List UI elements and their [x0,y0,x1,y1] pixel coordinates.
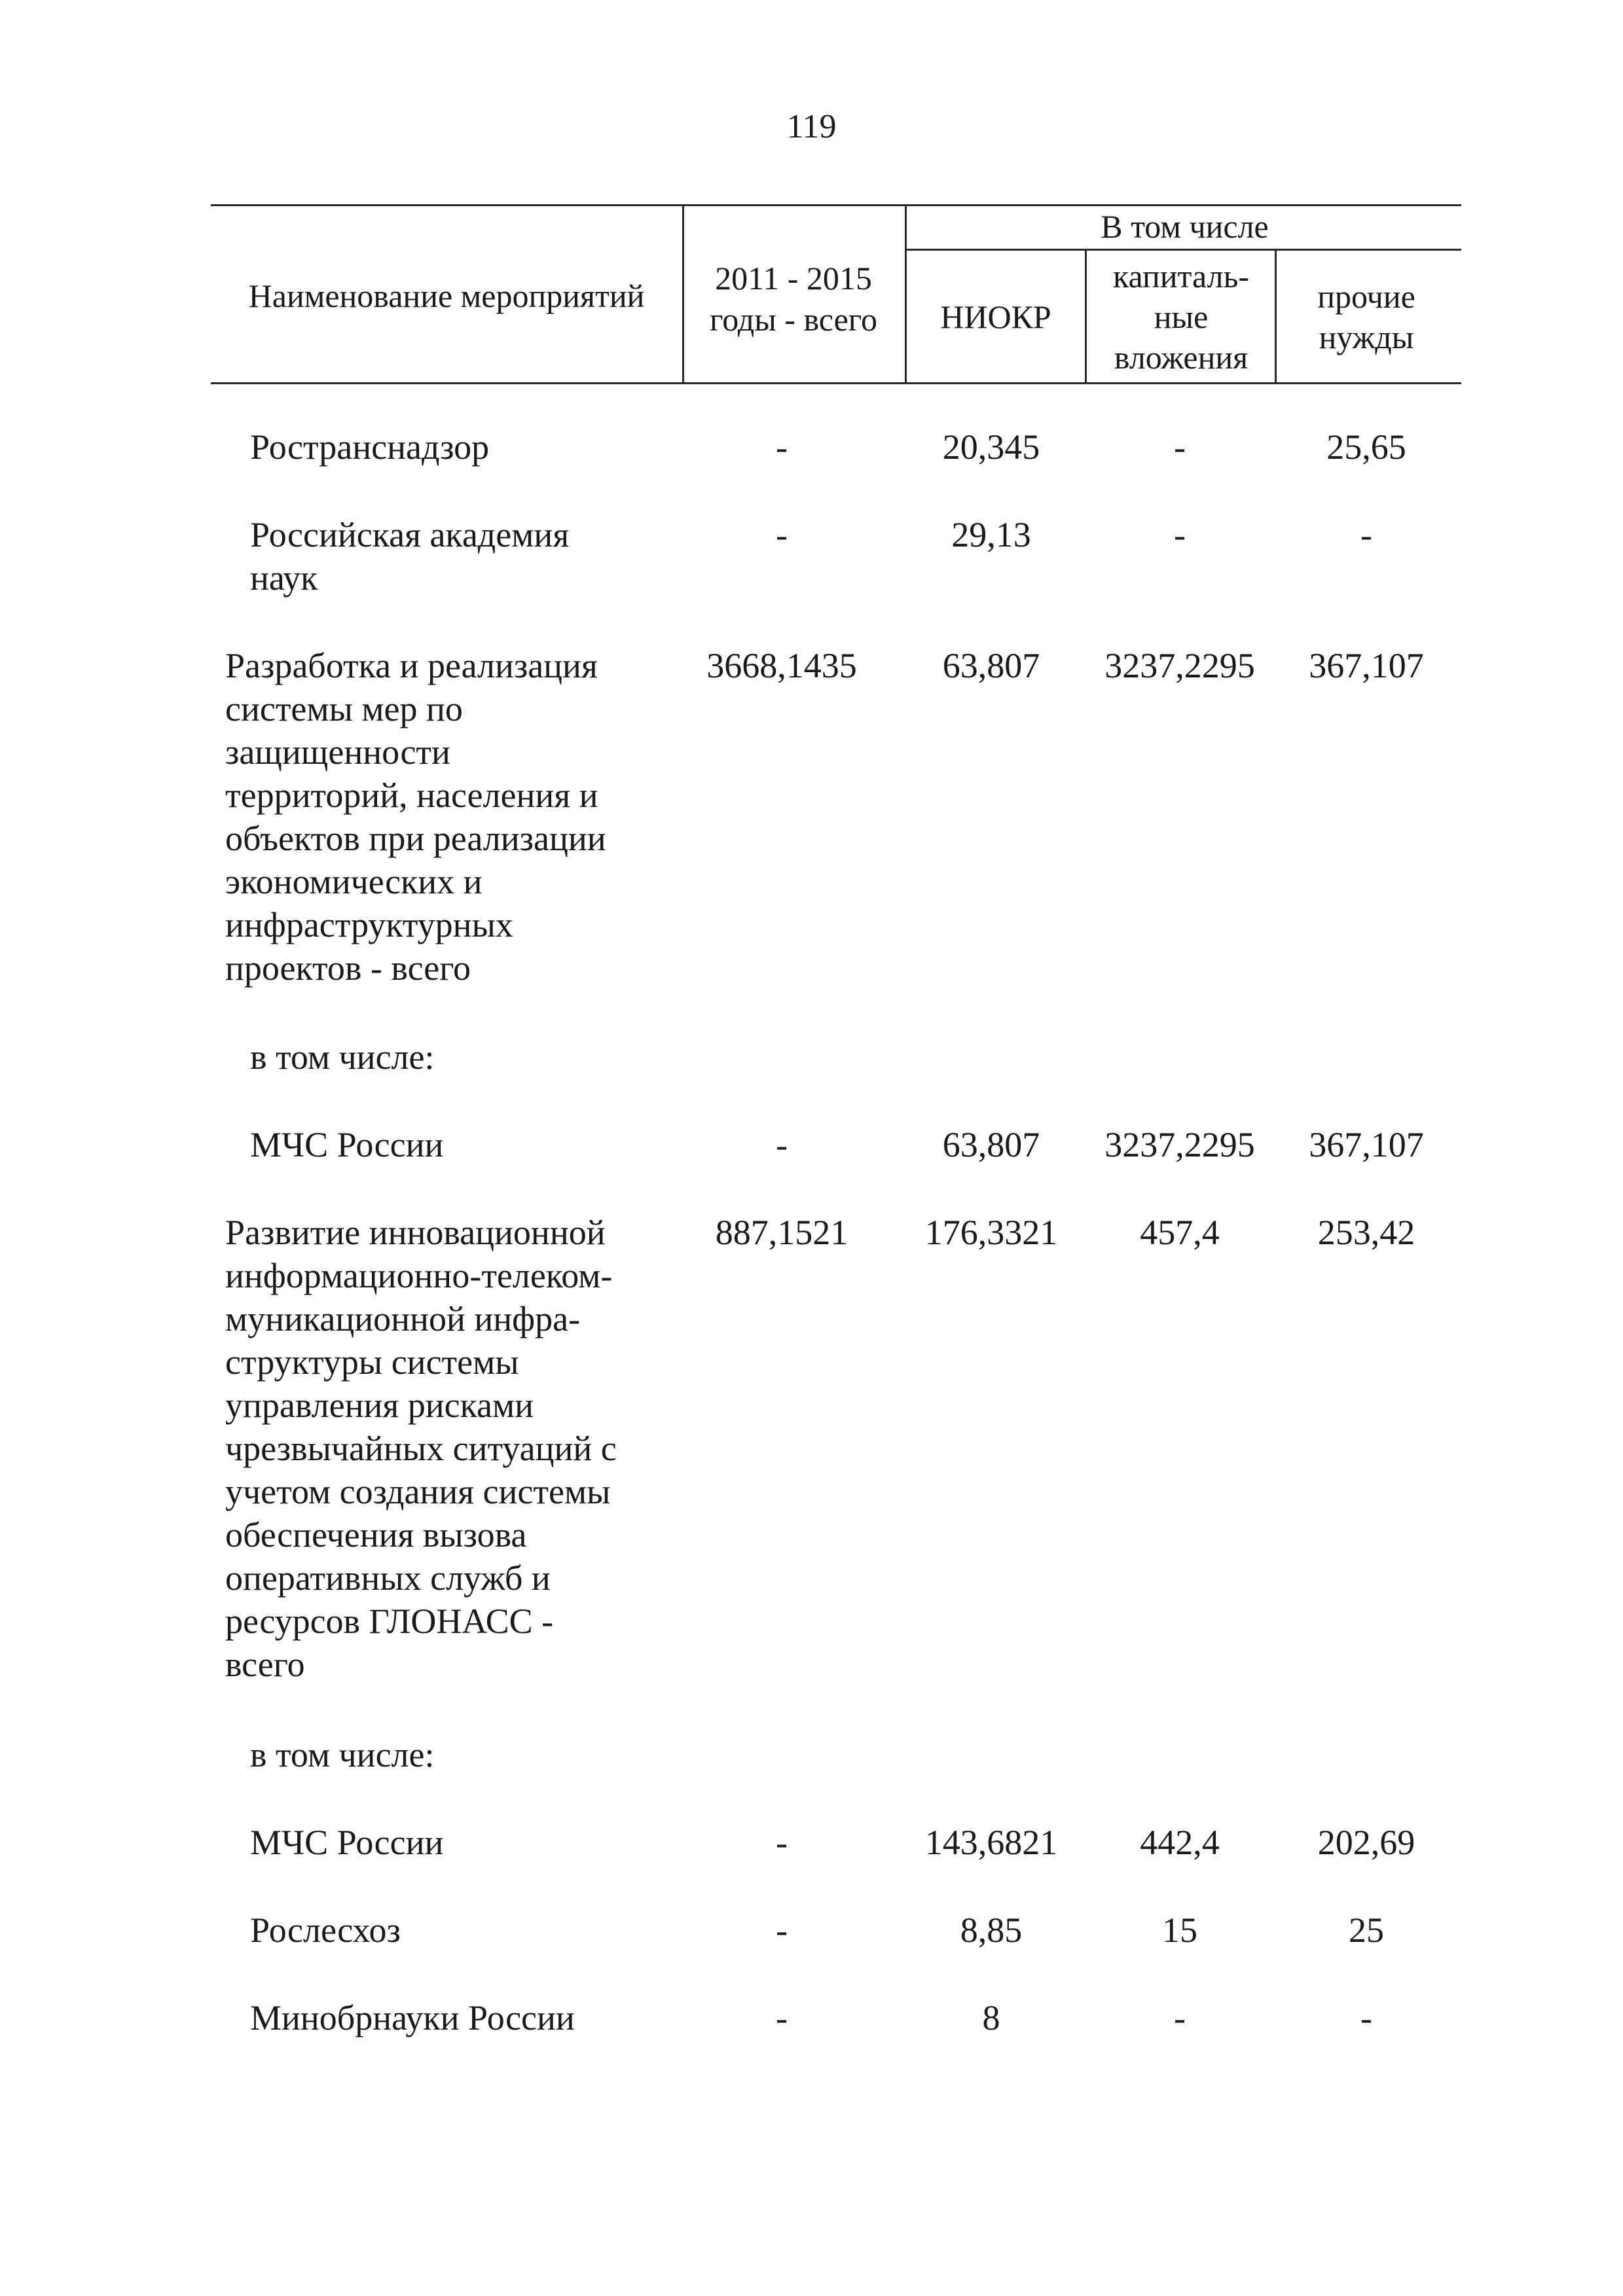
row-other: - [1360,1998,1372,2037]
row-total: - [776,1125,788,1164]
row-total: - [776,1910,788,1950]
row-capital: 3237,2295 [1104,646,1255,685]
col-divider-2 [905,204,907,384]
row-other: 25 [1349,1910,1384,1950]
row-capital: - [1174,515,1186,554]
row-niokr: 176,3321 [924,1213,1058,1252]
row-name: в том числе: [250,1735,435,1774]
row-name: Российская академия наук [250,515,570,598]
header-col-capital: капиталь- ные вложения [1112,258,1250,376]
row-other: 202,69 [1317,1823,1415,1862]
row-niokr: 8 [982,1998,1000,2037]
row-other: 367,107 [1309,646,1424,685]
row-other: 253,42 [1317,1213,1415,1252]
row-total: - [776,427,788,467]
row-total: - [776,1998,788,2037]
row-niokr: 63,807 [942,1125,1040,1164]
row-total: - [776,515,788,554]
row-other: - [1360,515,1372,554]
row-capital: 442,4 [1140,1823,1220,1862]
row-total: - [776,1823,788,1862]
header-col-total: 2011 - 2015 годы - всего [709,260,878,338]
row-name: Минобрнауки России [250,1998,575,2037]
header-col-name: Наименование мероприятий [248,277,645,314]
row-name: Разработка и реализация системы мер по защищенности территорий, населения и объектов при реализации экономических и инфраструктурных проектов - всего [225,646,606,988]
row-name: Рослесхоз [250,1910,401,1950]
row-name: МЧС России [250,1125,444,1164]
row-name: Ространснадзор [250,427,490,467]
row-total: 887,1521 [715,1213,848,1252]
row-total: 3668,1435 [706,646,857,685]
col-divider-1 [682,204,684,384]
header-col-niokr: НИОКР [940,298,1051,335]
row-capital: 3237,2295 [1104,1125,1255,1164]
row-other: 25,65 [1326,427,1406,467]
row-niokr: 63,807 [942,646,1040,685]
row-niokr: 29,13 [951,515,1031,554]
col-divider-3 [1085,249,1087,384]
row-name: Развитие инновационной информационно-телеком- муникационной инфра- структуры системы управления рисками чрезвычайных ситуаций с учетом создания системы обеспечения вызова оперативных служб и ресурсов ГЛОНАСС - всего [225,1213,617,1684]
row-capital: - [1174,1998,1186,2037]
row-niokr: 143,6821 [924,1823,1058,1862]
header-group-label: В том числе [1101,207,1269,245]
row-capital: - [1174,427,1186,467]
row-niokr: 8,85 [960,1910,1023,1950]
row-capital: 457,4 [1140,1213,1220,1252]
row-other: 367,107 [1309,1125,1424,1164]
row-name: в том числе: [250,1037,435,1077]
header-col-other: прочие нужды [1317,278,1415,355]
row-niokr: 20,345 [942,427,1040,467]
col-divider-4 [1275,249,1277,384]
header-bottom-border [211,382,1461,384]
row-name: МЧС России [250,1823,444,1862]
row-capital: 15 [1162,1910,1197,1950]
table-header [211,204,1461,385]
page-number: 119 [786,108,837,145]
